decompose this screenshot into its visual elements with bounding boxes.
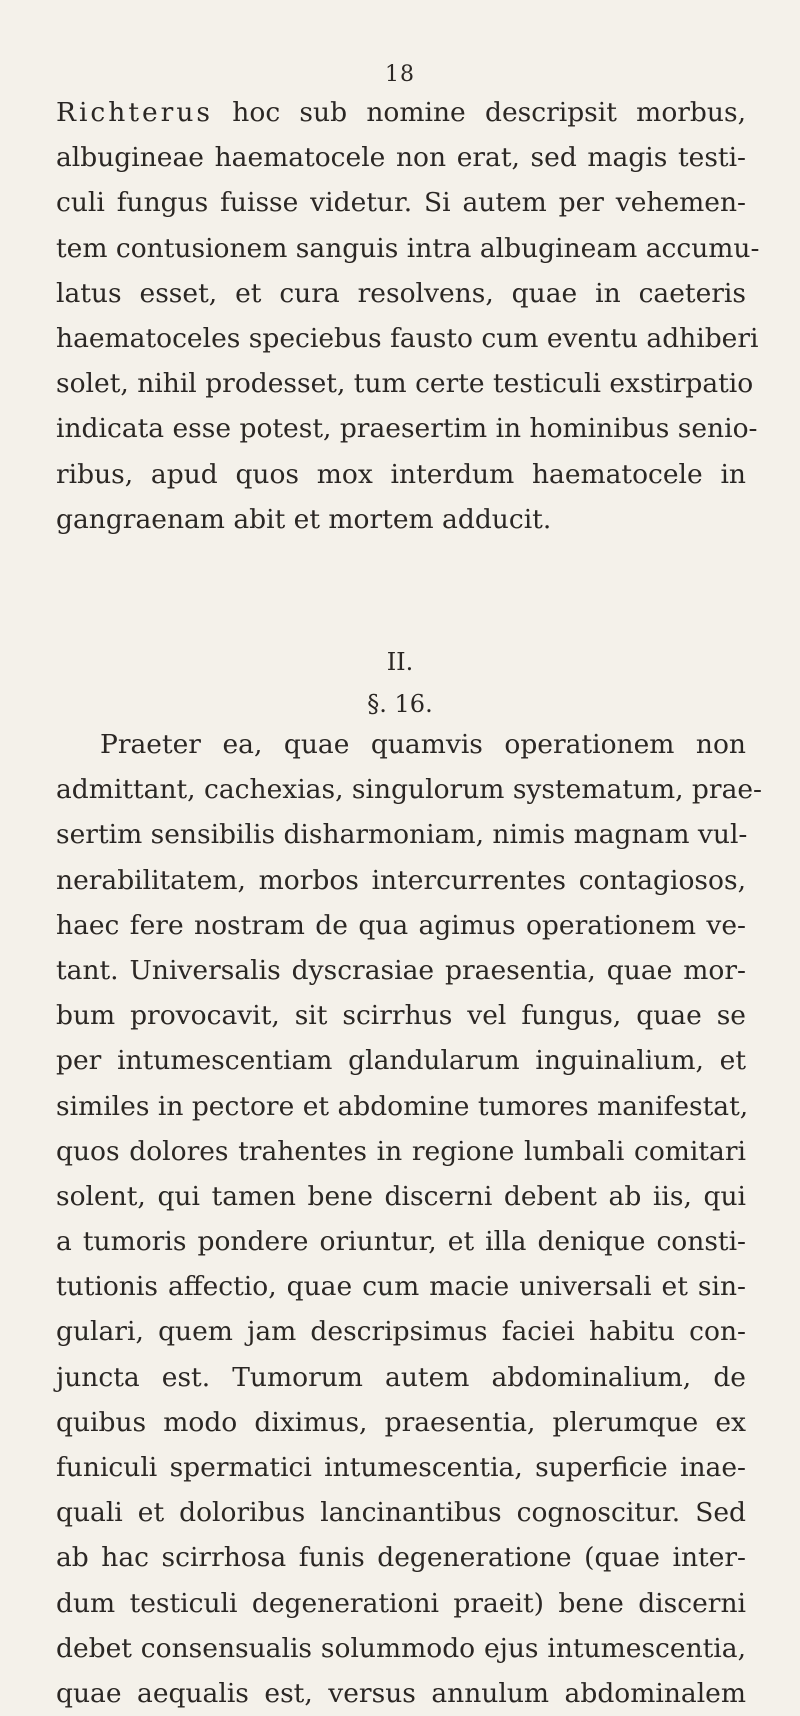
text-line: admittant, cachexias, singulorum systematum, prae- [56,774,763,806]
section-numeral: II. [386,648,414,676]
text-line: ribus, apud quos mox interdum haematocele in [56,458,746,490]
text-line: culi fungus fuisse videtur. Si autem per vehemen- [56,187,746,219]
lead-word: Richterus [56,97,214,128]
text-line: nerabilitatem, morbos intercurrentes contagiosos, [56,864,746,896]
text-line [56,90,746,135]
text-line: per intumescentiam glandularum inguinalium, et [56,1045,746,1077]
section-number: §. 16. [367,690,433,718]
text-line: solent, qui tamen bene discerni debent ab iis, qui [56,1180,746,1212]
text-line-rest: hoc sub nomine descripsit morbus, [213,97,746,128]
text-line: similes in pectore et abdomine tumores manifestat, [56,1090,749,1122]
text-line: sertim sensibilis disharmoniam, nimis magnam vul- [56,819,748,851]
text-line: gulari, quem jam descripsimus faciei habitu con- [56,1316,746,1348]
text-line: ab hac scirrhosa funis degeneratione (quae inter- [56,1542,746,1574]
text-line: quos dolores trahentes in regione lumbali comitari [56,1135,746,1167]
text-line: dum testiculi degenerationi praeit) bene discerni [56,1587,746,1619]
text-line: tant. Universalis dyscrasiae praesentia, quae mor- [56,954,746,986]
text-line: solet, nihil prodesset, tum certe testiculi exstirpatio [56,368,754,400]
text-line: a tumoris pondere oriuntur, et illa denique consti- [56,1226,746,1258]
text-line: quali et doloribus lancinantibus cognoscitur. Sed [56,1497,746,1529]
text-line: juncta est. Tumorum autem abdominalium, de [56,1361,746,1393]
text-line: funiculi spermatici intumescentia, superficie inae- [56,1452,746,1483]
page-number: 18 [385,62,415,87]
text-line: indicata esse potest, praesertim in hominibus senio- [56,413,758,445]
text-line: tem contusionem sanguis intra albugineam accumu- [56,232,760,264]
text-line: quae aequalis est, versus annulum abdominalem [56,1677,746,1709]
text-line: tutionis affectio, quae cum macie universali et sin- [56,1271,746,1303]
text-line: latus esset, et cura resolvens, quae in caeteris [56,277,746,309]
text-line: gangraenam abit et mortem adducit. [56,503,552,535]
paragraph-2 [56,722,763,1716]
text-line: haec fere nostram de qua agimus operationem ve- [56,909,746,941]
text-line: debet consensualis solummodo ejus intumescentia, [56,1632,746,1664]
text-line: bum provocavit, sit scirrhus vel fungus, quae se [56,1000,746,1032]
paragraph-1 [56,90,760,542]
text-line: albugineae haematocele non erat, sed magis testi- [56,142,746,174]
text-line: Praeter ea, quae quamvis operationem non [100,729,746,760]
text-line: haematoceles speciebus fausto cum eventu adhiberi [56,322,759,354]
text-line: quibus modo diximus, praesentia, plerumque ex [56,1406,746,1438]
